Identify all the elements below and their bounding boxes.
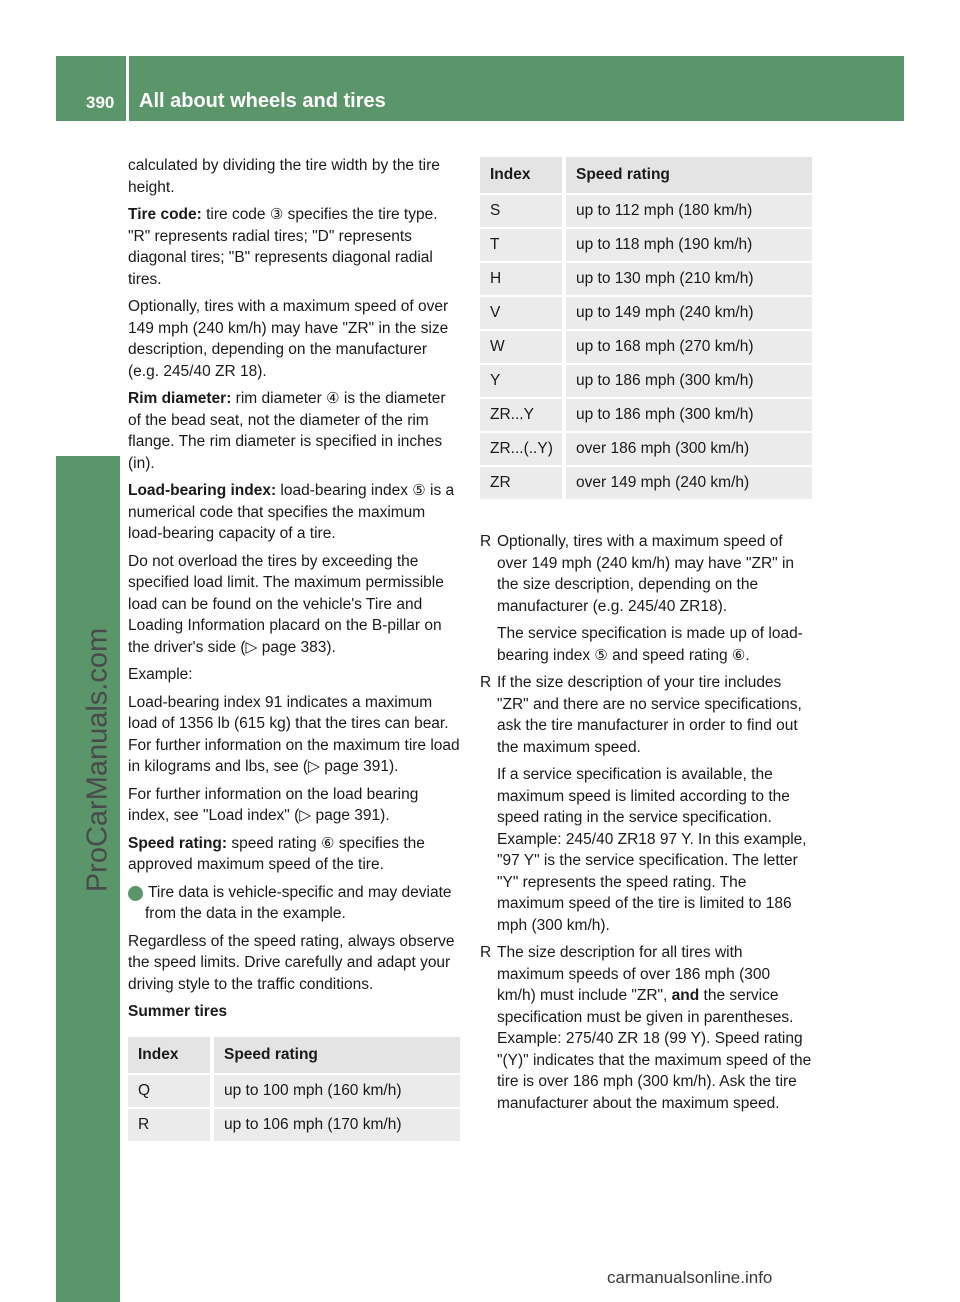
speed-rating-paragraph: Speed rating: speed rating ⑥ specifies the approved maximum speed of the tire. — [128, 834, 425, 873]
page-ref-arrow-icon: ▷ — [299, 807, 312, 824]
cell-index: Q — [128, 1075, 210, 1107]
cell-index: ZR...(..Y) — [480, 433, 562, 465]
cell-speed-rating: up to 100 mph (160 km/h) — [210, 1075, 460, 1107]
paragraph: Optionally, tires with a maximum speed of over 149 mph (240 km/h) may have "ZR" in the size description, depending on the manufacturer (e.g. 245/40 ZR 18). — [128, 298, 449, 380]
cell-speed-rating: up to 168 mph (270 km/h) — [562, 331, 812, 363]
cell-speed-rating: up to 130 mph (210 km/h) — [562, 263, 812, 295]
list-item: R The size description for all tires with maximum speeds of over 186 mph (300 km/h) must include "ZR", and the service specification must be given in parentheses. Example: 275/40 ZR 18 (99 Y). Speed rating "(Y)" indicates that the maximum speed of the tire is over 186 mph (300 km/h). Ask the tire manufacturer about the maximum speed. — [480, 942, 812, 1114]
callout-6-icon: ⑥ — [731, 646, 746, 664]
cell-speed-rating: over 186 mph (300 km/h) — [562, 433, 812, 465]
table-row — [480, 195, 812, 227]
tire-code-paragraph: Tire code: tire code ③ specifies the tire type. "R" represents radial tires; "D" represents diagonal tires; "B" represents diagonal radial tires. — [128, 206, 438, 288]
table-row — [480, 467, 812, 499]
list-item: R Optionally, tires with a maximum speed of over 149 mph (240 km/h) may have "ZR" in the size description, depending on the manufacturer (e.g. 245/40 ZR18). The service specification is made up of load-bearing index ⑤ and speed rating ⑥. — [480, 531, 812, 666]
table-row — [480, 365, 812, 397]
table-row — [480, 263, 812, 295]
speed-rating-table — [480, 155, 812, 501]
further-info-paragraph: For further information on the load bearing index, see "Load index" (▷ page 391). — [128, 785, 419, 824]
cell-index: T — [480, 229, 562, 261]
cell-speed-rating: up to 186 mph (300 km/h) — [562, 399, 812, 431]
table-row — [480, 229, 812, 261]
column-header-speed-rating: Speed rating — [210, 1037, 460, 1073]
cell-index: ZR...Y — [480, 399, 562, 431]
paragraph: Regardless of the speed rating, always observe the speed limits. Drive carefully and adapt your driving style to the traffic conditions. — [128, 932, 455, 993]
load-91-paragraph: Load-bearing index 91 indicates a maximum load of 1356 lb (615 kg) that the tires can bear. For further information on the maximum tire load in kilograms and lbs, see (▷ page 391). — [128, 693, 460, 775]
table-row — [480, 433, 812, 465]
column-header-index: Index — [128, 1037, 210, 1073]
cell-index: S — [480, 195, 562, 227]
cell-index: ZR — [480, 467, 562, 499]
rim-diameter-paragraph: Rim diameter: rim diameter ④ is the diameter of the bead seat, not the diameter of the rim flange. The rim diameter is specified in inches (in). — [128, 390, 446, 472]
cell-speed-rating: up to 118 mph (190 km/h) — [562, 229, 812, 261]
cell-speed-rating: over 149 mph (240 km/h) — [562, 467, 812, 499]
cell-index: W — [480, 331, 562, 363]
paragraph: Example: — [128, 666, 193, 683]
table-row — [128, 1075, 460, 1107]
term-label: Load-bearing index: — [128, 482, 277, 499]
cell-index: Y — [480, 365, 562, 397]
cell-index: V — [480, 297, 562, 329]
page-ref-link[interactable]: page 391). — [319, 758, 399, 775]
watermark-footer: carmanualsonline.info — [607, 1268, 773, 1287]
table-row — [480, 331, 812, 363]
paragraph: calculated by dividing the tire width by the tire height. — [128, 157, 440, 196]
bullet-list — [480, 531, 812, 1114]
section-title: All about wheels and tires — [139, 90, 386, 112]
table-row — [480, 297, 812, 329]
info-icon: i — [128, 886, 143, 901]
page-ref-link[interactable]: page 391). — [311, 807, 390, 824]
cell-index: R — [128, 1109, 210, 1141]
list-item: R If the size description of your tire includes "ZR" and there are no service specifications, ask the tire manufacturer in order to find out the maximum speed. If a service specification is available, the maximum speed is limited according to the speed rating in the service specification. Example: 245/40 ZR18 97 Y. In this example, "97 Y" is the service specification. The letter "Y" represents the speed rating. The maximum speed of the tire is limited to 186 mph (300 km/h). — [480, 672, 812, 936]
table-header-row — [128, 1037, 460, 1073]
header-divider — [126, 56, 129, 121]
term-label: Speed rating: — [128, 834, 228, 852]
callout-6-icon: ⑥ — [320, 834, 335, 852]
callout-4-icon: ④ — [326, 390, 340, 407]
cell-index: H — [480, 263, 562, 295]
cell-speed-rating: up to 106 mph (170 km/h) — [210, 1109, 460, 1141]
watermark-side: ProCarManuals.com — [81, 627, 114, 893]
cell-speed-rating: up to 149 mph (240 km/h) — [562, 297, 812, 329]
column-header-speed-rating: Speed rating — [562, 157, 812, 193]
cell-speed-rating: up to 186 mph (300 km/h) — [562, 365, 812, 397]
table-row — [128, 1109, 460, 1141]
summer-tires-table — [128, 1035, 460, 1143]
page-ref-link[interactable]: page 383). — [257, 638, 336, 656]
table-header-row — [480, 157, 812, 193]
page-ref-arrow-icon: ▷ — [245, 638, 258, 656]
load-index-paragraph: Load-bearing index: load-bearing index ⑤ is a numerical code that specifies the maximum load-bearing capacity of a tire. — [128, 482, 455, 542]
callout-5-icon: ⑤ — [594, 646, 608, 664]
callout-5-icon: ⑤ — [412, 482, 426, 499]
table-row — [480, 399, 812, 431]
left-column — [125, 155, 460, 1143]
info-note: i Tire data is vehicle-specific and may deviate from the data in the example. — [125, 883, 452, 922]
overload-paragraph: Do not overload the tires by exceeding the specified load limit. The maximum permissible load can be found on the vehicle's Tire and Loading Information placard on the B-pillar on the driver's side (▷ page 383). — [128, 552, 444, 656]
cell-speed-rating: up to 112 mph (180 km/h) — [562, 195, 812, 227]
callout-3-icon: ③ — [269, 206, 284, 223]
summer-tires-heading: Summer tires — [128, 1003, 228, 1020]
column-header-index: Index — [480, 157, 562, 193]
right-column — [480, 155, 812, 1120]
page-number: 390 — [86, 93, 115, 112]
term-label: Tire code: — [128, 206, 202, 223]
page-ref-arrow-icon: ▷ — [308, 758, 320, 775]
term-label: Rim diameter: — [128, 390, 232, 407]
